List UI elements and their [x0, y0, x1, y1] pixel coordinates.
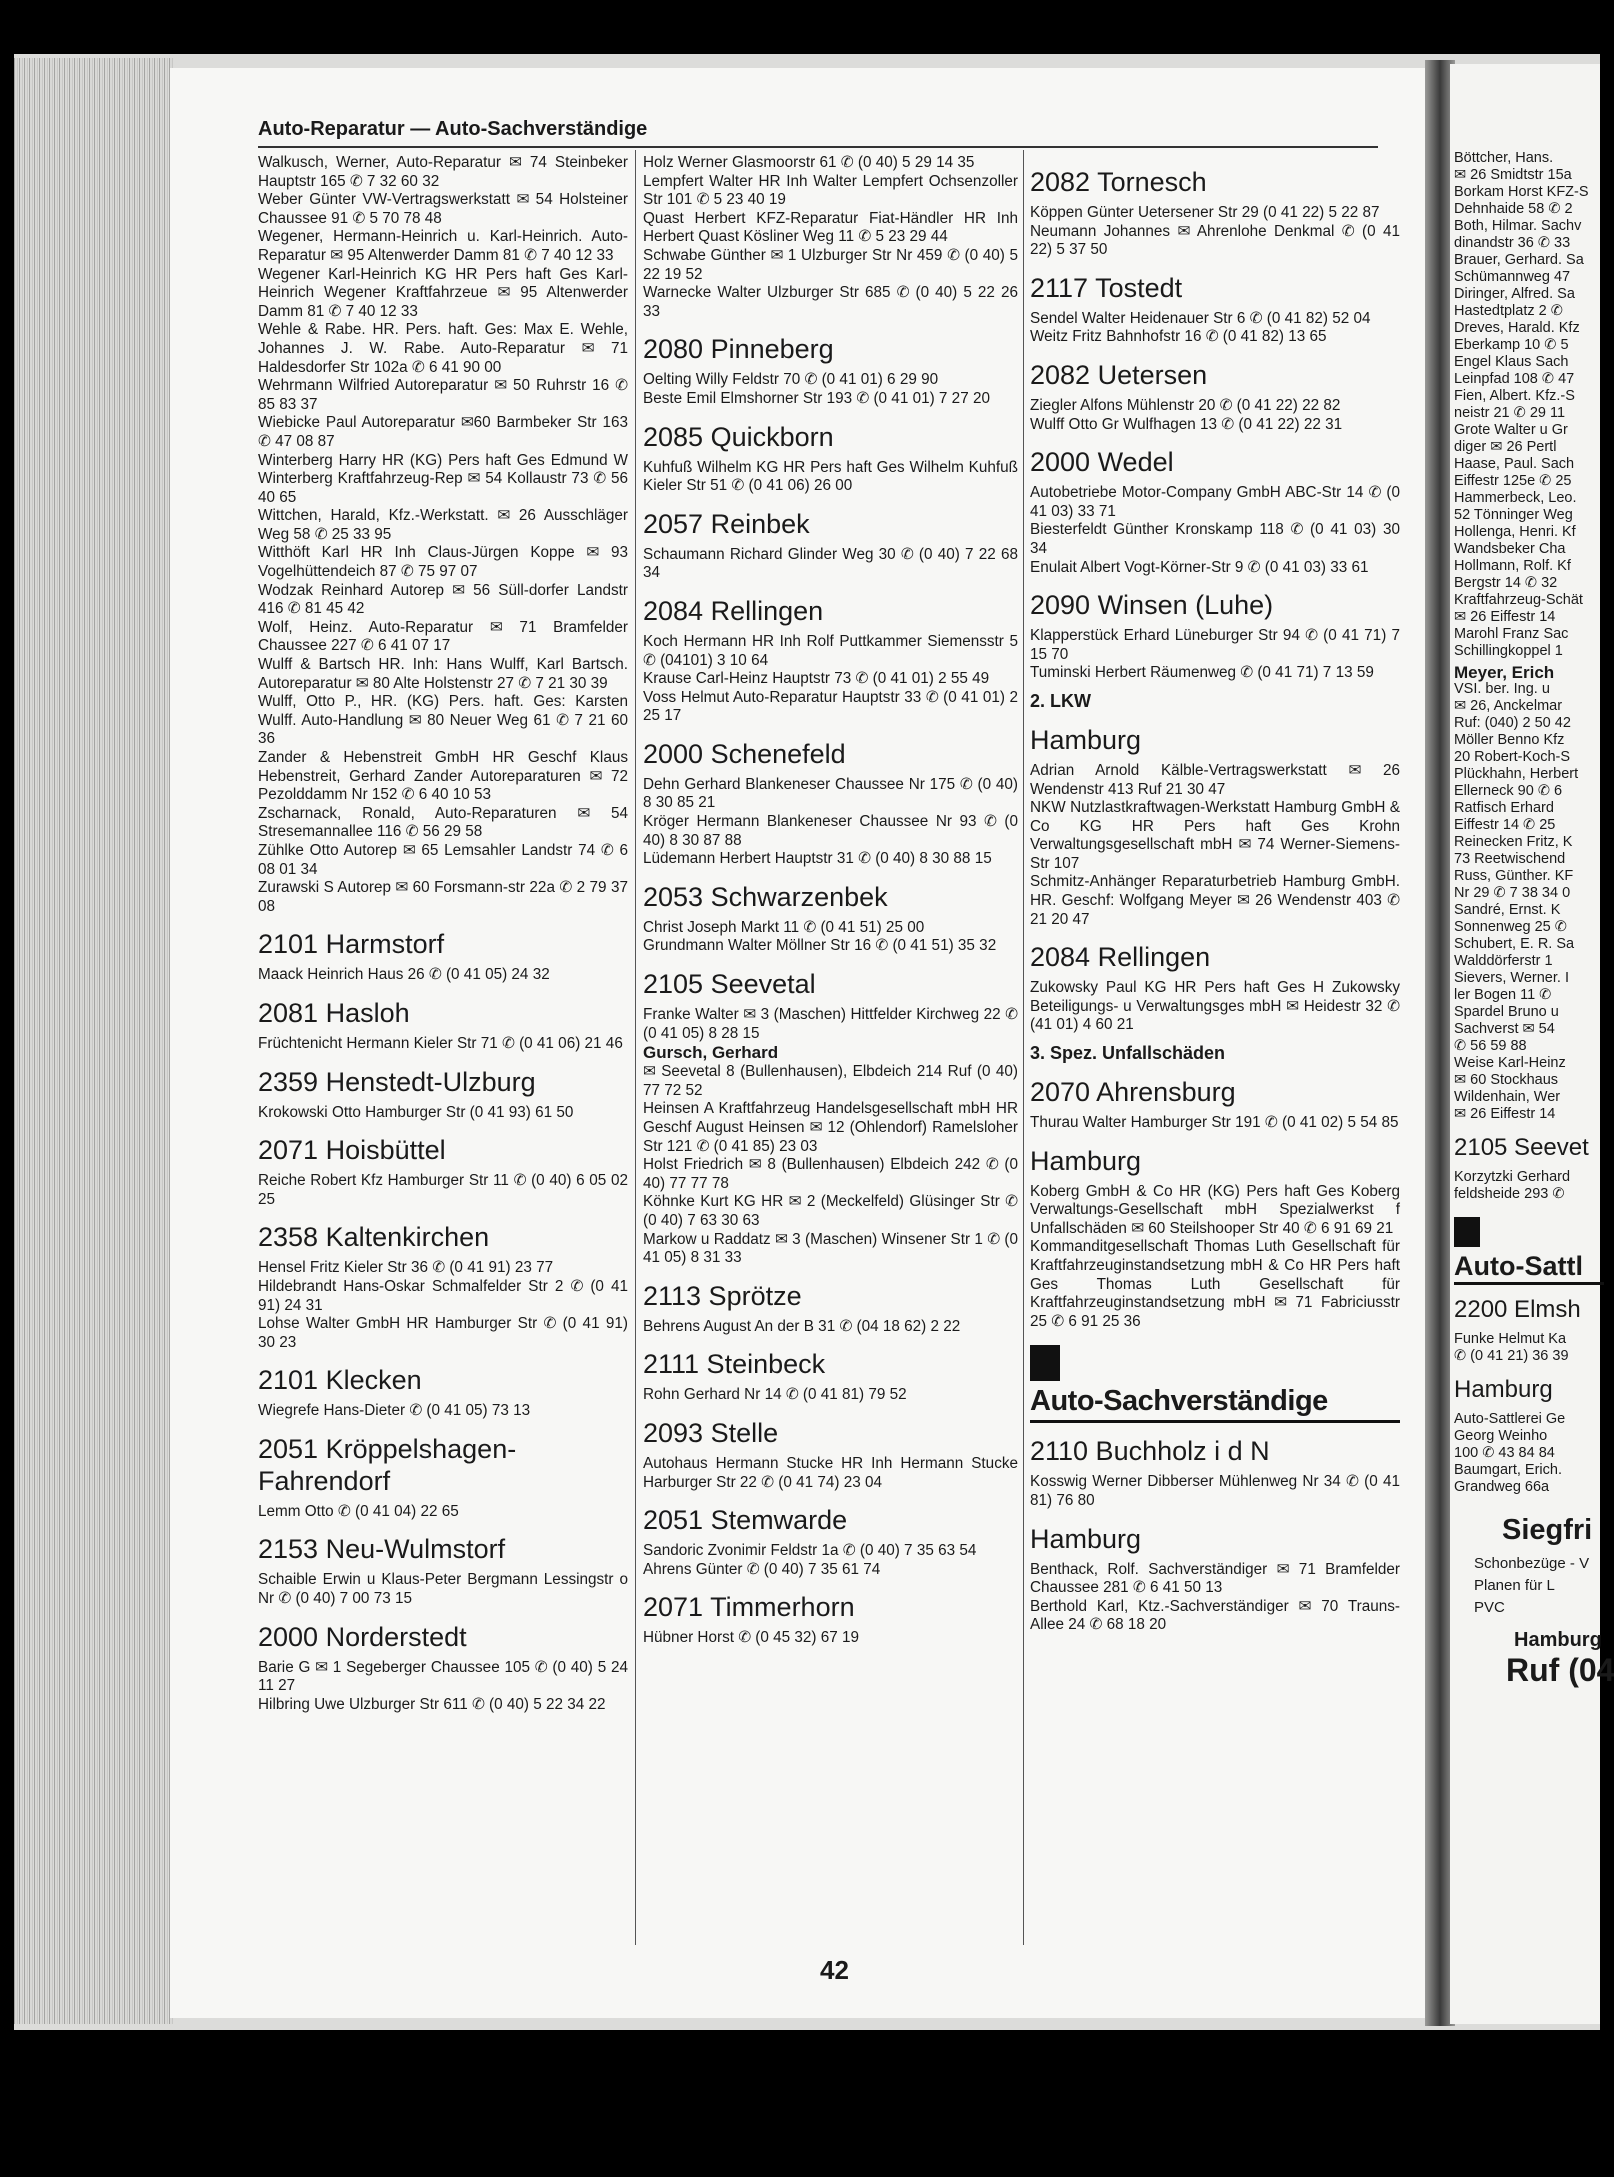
directory-entry: Schaumann Richard Glinder Weg 30 ✆ (0 40) 7 22 68 34 — [643, 545, 1018, 582]
right-page-entry: Marohl Franz Sac — [1454, 626, 1569, 642]
right-page-entry: Dehnhaide 58 ✆ 2 — [1454, 201, 1573, 217]
right-page-city-heading: 2105 Seevet — [1454, 1134, 1589, 1161]
directory-entry: Koberg GmbH & Co HR (KG) Pers haft Ges Koberg Verwaltungs-Gesellschaft mbH Spezialwerkst f Unfallschäden ✉ 60 Steilshooper Str 40 ✆ 6 91 69 21 — [1030, 1182, 1400, 1237]
directory-entry: Köppen Günter Uetersener Str 29 (0 41 22) 5 22 87 — [1030, 204, 1380, 221]
directory-entry: Enulait Albert Vogt-Körner-Str 9 ✆ (0 41 03) 33 61 — [1030, 558, 1369, 576]
city-heading: 2113 Sprötze — [643, 1280, 802, 1311]
right-page-entry: feldsheide 293 ✆ — [1454, 1186, 1565, 1202]
advert-line: Planen für L — [1474, 1577, 1555, 1594]
right-page-entry: Auto-Sattlerei Ge — [1454, 1411, 1566, 1427]
directory-entry: Barie G ✉ 1 Segeberger Chaussee 105 ✆ (0 40) 5 24 11 27 — [258, 1658, 628, 1695]
directory-entry: Neumann Johannes ✉ Ahrenlohe Denkmal ✆ (0 41 22) 5 37 50 — [1030, 222, 1400, 259]
directory-entry: Wulff Otto Gr Wulfhagen 13 ✆ (0 41 22) 22 31 — [1030, 415, 1343, 433]
section-header — [1030, 1345, 1400, 1423]
directory-entry: Tuminski Herbert Räumenweg ✆ (0 41 71) 7 13 59 — [1030, 664, 1374, 682]
right-page-entry: 52 Tönninger Weg — [1454, 507, 1573, 523]
directory-entry: Christ Joseph Markt 11 ✆ (0 41 51) 25 00 — [643, 918, 925, 936]
right-page-entry: VSI. ber. Ing. u — [1454, 681, 1550, 697]
directory-entry: Früchtenicht Hermann Kieler Str 71 ✆ (0 41 06) 21 46 — [258, 1034, 623, 1052]
directory-entry: Kröger Hermann Blankeneser Chaussee Nr 93 ✆ (0 40) 8 30 87 88 — [643, 813, 1018, 849]
directory-entry: Berthold Karl, Ktz.-Sachverständiger ✉ 70 Trauns-Allee 24 ✆ 68 18 20 — [1030, 1597, 1400, 1634]
right-page-entry: Wildenhain, Wer — [1454, 1089, 1561, 1105]
right-page-entry: Grote Walter u Gr — [1454, 422, 1568, 438]
directory-entry: Walkusch, Werner, Auto-Reparatur ✉ 74 Steinbeker Hauptstr 165 ✆ 7 32 60 32 — [258, 154, 628, 190]
directory-entry: Kommanditgesellschaft Thomas Luth Gesellschaft für Kraftfahrzeuginstandsetzung mbH & Co HR Pers haft Ges Thomas Luth Gesellschaft für Kraftfahrzeuginstandsetzung mbH ✉ 71 Fabriciusstr 25 ✆ 6 91 25 36 — [1030, 1238, 1400, 1330]
advert-city: Hamburg — [1514, 1629, 1602, 1651]
city-heading: Hamburg — [1030, 724, 1142, 755]
directory-entry: Sandoric Zvonimir Feldstr 1a ✆ (0 40) 7 35 63 54 — [643, 1542, 977, 1560]
advert-line: PVC — [1474, 1599, 1505, 1616]
right-page-entry: Leinpfad 108 ✆ 47 — [1454, 371, 1575, 387]
right-page-entry: Sachverst ✉ 54 — [1454, 1021, 1555, 1037]
city-heading: 2084 Rellingen — [1030, 942, 1211, 973]
directory-entry: Benthack, Rolf. Sachverständiger ✉ 71 Bramfelder Chaussee 281 ✆ 6 41 50 13 — [1030, 1560, 1400, 1597]
book-page-edges — [14, 58, 174, 2024]
header-rule — [258, 146, 1378, 148]
city-heading: 2000 Wedel — [1030, 447, 1174, 478]
directory-entry: Hensel Fritz Kieler Str 36 ✆ (0 41 91) 23 77 — [258, 1259, 554, 1277]
right-page-entry: Eberkamp 10 ✆ 5 — [1454, 337, 1569, 353]
city-heading: 2105 Seevetal — [643, 969, 816, 1000]
right-page-entry: Hastedtplatz 2 ✆ — [1454, 303, 1563, 319]
directory-entry: Beste Emil Elmshorner Str 193 ✆ (0 41 01) 7 27 20 — [643, 389, 990, 407]
right-page-entry: ✆ 56 59 88 — [1454, 1038, 1527, 1054]
city-heading: 2051 Kröppelshagen-Fahrendorf — [258, 1433, 517, 1496]
right-page-entry: Schillingkoppel 1 — [1454, 643, 1563, 659]
right-page-entry: Hollmann, Rolf. Kf — [1454, 558, 1571, 574]
city-heading: 2084 Rellingen — [643, 595, 824, 626]
directory-entry: Weber Günter VW-Vertragswerkstatt ✉ 54 Holsteiner Chaussee 91 ✆ 5 70 78 48 — [258, 191, 628, 227]
right-page-entry: Haase, Paul. Sach — [1454, 456, 1575, 472]
right-page-section-title: Auto-Sattl — [1454, 1251, 1604, 1285]
directory-entry: Behrens August An der B 31 ✆ (04 18 62) 2 22 — [643, 1317, 961, 1335]
right-page-entry: Hammerbeck, Leo. — [1454, 490, 1577, 506]
directory-entry: Quast Herbert KFZ-Reparatur Fiat-Händler HR Inh Herbert Quast Kösliner Weg 11 ✆ 5 23 29 44 — [643, 209, 1018, 246]
directory-entry: Klapperstück Erhard Lüneburger Str 94 ✆ (0 41 71) 7 15 70 — [1030, 627, 1400, 663]
directory-entry: Sendel Walter Heidenauer Str 6 ✆ (0 41 82) 52 04 — [1030, 309, 1371, 327]
right-page-entry: Ruf: (040) 2 50 42 — [1454, 715, 1571, 731]
right-page-entry: Bergstr 14 ✆ 32 — [1454, 575, 1558, 591]
directory-entry: Heinsen A Kraftfahrzeug Handelsgesellschaft mbH HR Geschf August Heinsen ✉ 12 (Ohlendorf) Ramelsloher Str 121 ✆ (0 41 85) 23 03 — [643, 1100, 1018, 1155]
city-heading: 2081 Hasloh — [258, 997, 410, 1028]
right-page-entry: Ellerneck 90 ✆ 6 — [1454, 783, 1563, 799]
directory-entry: Lohse Walter GmbH HR Hamburger Str ✆ (0 41 91) 30 23 — [258, 1315, 628, 1351]
city-heading: 2080 Pinneberg — [643, 334, 834, 365]
directory-entry: Oelting Willy Feldstr 70 ✆ (0 41 01) 6 29 90 — [643, 371, 939, 389]
right-page-entry: Baumgart, Erich. — [1454, 1462, 1562, 1478]
city-heading: 2359 Henstedt-Ulzburg — [258, 1066, 536, 1097]
right-page-entry: Wandsbeker Cha — [1454, 541, 1566, 557]
directory-entry: Biesterfeldt Günther Kronskamp 118 ✆ (0 41 03) 30 34 — [1030, 521, 1400, 557]
right-page-entry: Sievers, Werner. I — [1454, 970, 1569, 986]
right-page-entry: Both, Hilmar. Sachv — [1454, 218, 1582, 234]
city-heading: 2093 Stelle — [643, 1417, 779, 1448]
directory-entry: Koch Hermann HR Inh Rolf Puttkammer Siemensstr 5 ✆ (04101) 3 10 64 — [643, 632, 1018, 669]
directory-entry: Wulff & Bartsch HR. Inh: Hans Wulff, Karl Bartsch. Autoreparatur ✉ 80 Alte Holstenstr 27 ✆ 7 21 30 39 — [258, 656, 628, 692]
right-page-entry: Georg Weinho — [1454, 1428, 1548, 1444]
directory-entry: Grundmann Walter Möllner Str 16 ✆ (0 41 51) 35 32 — [643, 937, 997, 955]
right-page-entry: Korzytzki Gerhard — [1454, 1169, 1571, 1185]
right-page-entry: Sonnenweg 25 ✆ — [1454, 919, 1567, 935]
right-page-entry: ✉ 26, Anckelmar — [1454, 698, 1563, 714]
right-page-entry: Sandré, Ernst. K — [1454, 902, 1561, 918]
subsection-heading: 2. LKW — [1030, 690, 1091, 711]
directory-entry: Wittchen, Harald, Kfz.-Werkstatt. ✉ 26 Ausschläger Weg 58 ✆ 25 33 95 — [258, 507, 628, 543]
directory-entry: Wehle & Rabe. HR. Pers. haft. Ges: Max E. Wehle, Johannes J. W. Rabe. Auto-Reparatur ✉ 71 Haldesdorfer Str 102a ✆ 6 41 90 00 — [258, 321, 628, 376]
right-page-entry: 20 Robert-Koch-S — [1454, 749, 1571, 765]
right-page-entry: Fien, Albert. Kfz.-S — [1454, 388, 1575, 404]
directory-entry: Thurau Walter Hamburger Str 191 ✆ (0 41 02) 5 54 85 — [1030, 1114, 1399, 1132]
directory-entry: Rohn Gerhard Nr 14 ✆ (0 41 81) 79 52 — [643, 1386, 907, 1404]
directory-entry: Wodzak Reinhard Autorep ✉ 56 Süll-dorfer Landstr 416 ✆ 81 45 42 — [258, 581, 628, 618]
directory-entry: Maack Heinrich Haus 26 ✆ (0 41 05) 24 32 — [258, 966, 550, 984]
city-heading: 2057 Reinbek — [643, 508, 810, 539]
right-page-entry: Schümannweg 47 — [1454, 269, 1571, 285]
right-page-entry: Schubert, E. R. Sa — [1454, 936, 1575, 952]
directory-entry: Adrian Arnold Kälble-Vertragswerkstatt ✉ 26 Wendenstr 413 Ruf 21 30 47 — [1030, 761, 1400, 798]
bold-entry-name: Gursch, Gerhard — [643, 1043, 779, 1063]
directory-entry: Franke Walter ✉ 3 (Maschen) Hittfelder Kirchweg 22 ✆ (0 41 05) 8 28 15 — [643, 1006, 1018, 1042]
right-page-entry: Russ, Günther. KF — [1454, 868, 1574, 884]
city-heading: 2358 Kaltenkirchen — [258, 1222, 490, 1253]
right-page-entry: ✉ 26 Smidtstr 15a — [1454, 167, 1572, 183]
directory-entry: Zurawski S Autorep ✉ 60 Forsmann-str 22a ✆ 2 79 37 08 — [258, 879, 628, 915]
directory-entry: Schmitz-Anhänger Reparaturbetrieb Hamburg GmbH. HR. Geschf: Wolfgang Meyer ✉ 26 Wendenstr 403 ✆ 21 20 47 — [1030, 873, 1400, 928]
city-heading: 2070 Ahrensburg — [1030, 1077, 1236, 1108]
city-heading: 2071 Timmerhorn — [643, 1592, 855, 1623]
right-page-entry: 100 ✆ 43 84 84 — [1454, 1445, 1555, 1461]
directory-entry: Holst Friedrich ✉ 8 (Bullenhausen) Elbdeich 242 ✆ (0 40) 77 77 78 — [643, 1156, 1018, 1192]
column-3 — [1030, 154, 1400, 1635]
directory-entry: Wiegrefe Hans-Dieter ✆ (0 41 05) 73 13 — [258, 1402, 531, 1420]
directory-entry: Winterberg Harry HR (KG) Pers haft Ges Edmund W Winterberg Kraftfahrzeug-Rep ✉ 54 Kollaustr 73 ✆ 56 40 65 — [258, 451, 628, 506]
right-page-entry: Walddörferstr 1 — [1454, 953, 1553, 969]
city-heading: 2082 Tornesch — [1030, 167, 1207, 197]
directory-entry: Krause Carl-Heinz Hauptstr 73 ✆ (0 41 01) 2 55 49 — [643, 670, 990, 688]
right-page-entry: Kraftfahrzeug-Schät — [1454, 592, 1583, 608]
directory-entry: Zander & Hebenstreit GmbH HR Geschf Klaus Hebenstreit, Gerhard Zander Autoreparaturen ✉ 72 Pezolddamm Nr 152 ✆ 6 40 10 53 — [258, 749, 628, 804]
advert-phone: Ruf (04 — [1506, 1652, 1614, 1688]
directory-entry: Kuhfuß Wilhelm KG HR Pers haft Ges Wilhelm Kuhfuß Kieler Str 51 ✆ (0 41 06) 26 00 — [643, 458, 1018, 495]
directory-entry: Schaible Erwin u Klaus-Peter Bergmann Lessingstr o Nr ✆ (0 40) 7 00 73 15 — [258, 1571, 628, 1608]
city-heading: 2117 Tostedt — [1030, 272, 1183, 303]
column-divider — [1023, 150, 1024, 1945]
directory-entry: Schwabe Günther ✉ 1 Ulzburger Str Nr 459 ✆ (0 40) 5 22 19 52 — [643, 246, 1018, 283]
directory-entry: Lemm Otto ✆ (0 41 04) 22 65 — [258, 1502, 459, 1520]
section-marker-square — [1030, 1345, 1060, 1381]
right-page-text — [1454, 150, 1614, 1689]
directory-entry: Lempfert Walter HR Inh Walter Lempfert Ochsenzoller Str 101 ✆ 5 23 40 19 — [643, 172, 1018, 209]
right-page-entry: ✉ 26 Eiffestr 14 — [1454, 1106, 1556, 1122]
directory-entry: Wehrmann Wilfried Autoreparatur ✉ 50 Ruhrstr 16 ✆ 85 83 37 — [258, 377, 628, 413]
section-marker-square — [1454, 1217, 1480, 1247]
city-heading: 2090 Winsen (Luhe) — [1030, 590, 1274, 621]
directory-entry: Voss Helmut Auto-Reparatur Hauptstr 33 ✆ (0 41 01) 2 25 17 — [643, 688, 1018, 725]
directory-entry: Weitz Fritz Bahnhofstr 16 ✆ (0 41 82) 13 65 — [1030, 328, 1327, 346]
directory-entry: Zscharnack, Ronald, Auto-Reparaturen ✉ 54 Stresemannallee 116 ✆ 56 29 58 — [258, 804, 628, 841]
advert-line: Schonbezüge - V — [1474, 1555, 1590, 1572]
right-page-entry: Spardel Bruno u — [1454, 1004, 1559, 1020]
city-heading: 2000 Schenefeld — [643, 738, 846, 769]
column-2 — [643, 154, 1018, 1648]
right-page-entry: Eiffestr 125e ✆ 25 — [1454, 473, 1572, 489]
directory-entry: Wegener, Hermann-Heinrich u. Karl-Heinrich. Auto-Reparatur ✉ 95 Altenwerder Damm 81 ✆ 7 40 12 33 — [258, 228, 628, 264]
right-page-entry: ler Bogen 11 ✆ — [1454, 987, 1552, 1003]
right-page-entry: Ratfisch Erhard — [1454, 800, 1554, 816]
directory-entry: Köhnke Kurt KG HR ✉ 2 (Meckelfeld) Glüsinger Str ✆ (0 40) 7 63 30 63 — [643, 1193, 1018, 1229]
right-page-entry: Hollenga, Henri. Kf — [1454, 524, 1576, 540]
city-heading: 2053 Schwarzenbek — [643, 881, 888, 912]
directory-entry: Holz Werner Glasmoorstr 61 ✆ (0 40) 5 29 14 35 — [643, 154, 975, 171]
right-page-entry: ✉ 26 Eiffestr 14 — [1454, 609, 1556, 625]
right-page-entry: Möller Benno Kfz — [1454, 732, 1565, 748]
right-page-entry: Brauer, Gerhard. Sa — [1454, 252, 1584, 268]
right-page-entry: ✉ 60 Stockhaus — [1454, 1072, 1559, 1088]
directory-entry: Ahrens Günter ✆ (0 40) 7 35 61 74 — [643, 1560, 881, 1578]
city-heading: 2051 Stemwarde — [643, 1505, 848, 1536]
directory-entry: Kosswig Werner Dibberser Mühlenweg Nr 34 ✆ (0 41 81) 76 80 — [1030, 1473, 1400, 1509]
page-number: 42 — [820, 1955, 849, 1985]
directory-entry: Ziegler Alfons Mühlenstr 20 ✆ (0 41 22) 22 82 — [1030, 396, 1341, 414]
directory-entry: Dehn Gerhard Blankeneser Chaussee Nr 175 ✆ (0 40) 8 30 85 21 — [643, 775, 1018, 812]
column-divider — [635, 150, 636, 1945]
right-page-entry: Engel Klaus Sach — [1454, 354, 1569, 370]
right-page-entry: dinandstr 36 ✆ 33 — [1454, 235, 1571, 251]
directory-entry: Krokowski Otto Hamburger Str (0 41 93) 61 50 — [258, 1103, 574, 1121]
directory-entry: Hilbring Uwe Ulzburger Str 611 ✆ (0 40) 5 22 34 22 — [258, 1695, 606, 1713]
right-page-city-heading: 2200 Elmsh — [1454, 1296, 1581, 1323]
city-heading: 2110 Buchholz i d N — [1030, 1436, 1270, 1467]
right-page-entry: Diringer, Alfred. Sa — [1454, 286, 1575, 302]
directory-entry: Autobetriebe Motor-Company GmbH ABC-Str 14 ✆ (0 41 03) 33 71 — [1030, 484, 1400, 520]
directory-entry: Autohaus Hermann Stucke HR Inh Hermann Stucke Harburger Str 22 ✆ (0 41 74) 23 04 — [643, 1454, 1018, 1491]
running-head: Auto-Reparatur — Auto-Sachverständige — [258, 118, 648, 140]
right-page-entry: diger ✉ 26 Pertl — [1454, 439, 1557, 455]
right-page-entry: Grandweg 66a — [1454, 1479, 1550, 1495]
right-page-entry: Reinecken Fritz, K — [1454, 834, 1573, 850]
right-page-entry: 73 Reetwischend — [1454, 851, 1566, 867]
directory-entry: Hildebrandt Hans-Oskar Schmalfelder Str 2 ✆ (0 41 91) 24 31 — [258, 1277, 628, 1314]
right-page-entry: neistr 21 ✆ 29 11 — [1454, 405, 1566, 421]
directory-entry: NKW Nutzlastkraftwagen-Werkstatt Hamburg GmbH & Co KG HR Pers haft Ges Krohn Verwaltungsgesellschaft mbH ✉ 74 Werner-Siemens-Str 107 — [1030, 799, 1400, 872]
directory-entry: Markow u Raddatz ✉ 3 (Maschen) Winsener Str 1 ✆ (0 41 05) 8 31 33 — [643, 1230, 1018, 1267]
right-page-entry: Nr 29 ✆ 7 38 34 0 — [1454, 885, 1571, 901]
right-page-entry: Borkam Horst KFZ-S — [1454, 184, 1589, 200]
right-page-bold-entry: Meyer, Erich — [1454, 663, 1555, 682]
directory-entry: Wulff, Otto P., HR. (KG) Pers. haft. Ges: Karsten Wulff. Auto-Handlung ✉ 80 Neuer Weg 61 ✆ 7 21 60 36 — [258, 693, 628, 748]
city-heading: 2101 Klecken — [258, 1365, 422, 1396]
directory-entry: Reiche Robert Kfz Hamburger Str 11 ✆ (0 40) 6 05 02 25 — [258, 1172, 628, 1208]
directory-entry: Wolf, Heinz. Auto-Reparatur ✉ 71 Bramfelder Chaussee 227 ✆ 6 41 07 17 — [258, 618, 628, 655]
directory-entry: ✉ Seevetal 8 (Bullenhausen), Elbdeich 214 Ruf (0 40) 77 72 52 — [643, 1063, 1018, 1099]
city-heading: 2085 Quickborn — [643, 421, 834, 452]
column-1 — [258, 154, 628, 1714]
right-page-entry: Funke Helmut Ka — [1454, 1331, 1567, 1347]
right-page-entry: Dreves, Harald. Kfz — [1454, 320, 1580, 336]
directory-entry: Lüdemann Herbert Hauptstr 31 ✆ (0 40) 8 30 88 15 — [643, 850, 992, 868]
city-heading: 2071 Hoisbüttel — [258, 1135, 446, 1166]
directory-entry: Hübner Horst ✆ (0 45 32) 67 19 — [643, 1629, 860, 1647]
city-heading: 2101 Harmstorf — [258, 929, 445, 960]
right-page-entry: Weise Karl-Heinz — [1454, 1055, 1566, 1071]
directory-entry: Zukowsky Paul KG HR Pers haft Ges H Zukowsky Beteiligungs- u Verwaltungsges mbH ✉ Heidestr 32 ✆ (41 01) 4 60 21 — [1030, 979, 1400, 1034]
directory-entry: Witthöft Karl HR Inh Claus-Jürgen Koppe ✉ 93 Vogelhüttendeich 87 ✆ 75 97 07 — [258, 544, 628, 581]
directory-entry: Zühlke Otto Autorep ✉ 65 Lemsahler Landstr 74 ✆ 6 08 01 34 — [258, 841, 628, 878]
subsection-heading: 3. Spez. Unfallschäden — [1030, 1043, 1226, 1064]
city-heading: 2111 Steinbeck — [643, 1349, 826, 1380]
right-page-entry: Eiffestr 14 ✆ 25 — [1454, 817, 1556, 833]
directory-entry: Warnecke Walter Ulzburger Str 685 ✆ (0 40) 5 22 26 33 — [643, 284, 1018, 320]
section-title: Auto-Sachverständige — [1030, 1385, 1400, 1423]
directory-entry: Wiebicke Paul Autoreparatur ✉60 Barmbeker Str 163 ✆ 47 08 87 — [258, 414, 628, 450]
advert-title: Siegfri — [1502, 1514, 1593, 1546]
city-heading: 2153 Neu-Wulmstorf — [258, 1534, 506, 1565]
right-page-entry: ✆ (0 41 21) 36 39 — [1454, 1348, 1569, 1364]
right-page-city-heading: Hamburg — [1454, 1376, 1553, 1403]
city-heading: Hamburg — [1030, 1145, 1142, 1176]
city-heading: Hamburg — [1030, 1523, 1142, 1554]
directory-entry: Wegener Karl-Heinrich KG HR Pers haft Ges Karl-Heinrich Wegener Kraftfahrzeue ✉ 95 Altenwerder Damm 81 ✆ 7 40 12 33 — [258, 265, 628, 320]
city-heading: 2082 Uetersen — [1030, 359, 1208, 390]
city-heading: 2000 Norderstedt — [258, 1621, 467, 1652]
right-page-entry: Plückhahn, Herbert — [1454, 766, 1579, 782]
right-page-entry: Böttcher, Hans. — [1454, 150, 1554, 166]
